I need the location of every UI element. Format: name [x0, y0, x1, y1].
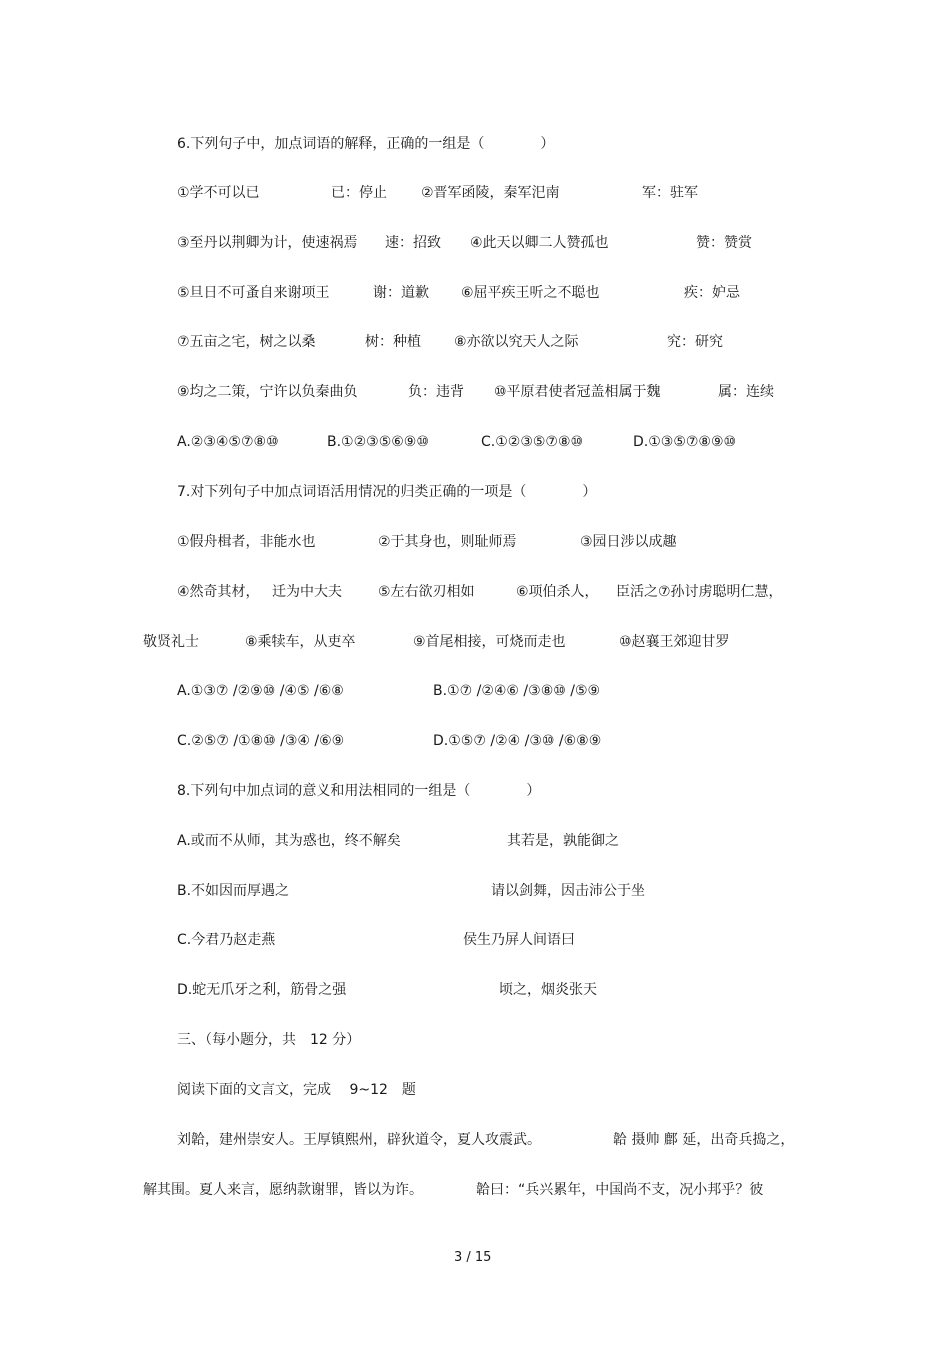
- q8-option-b-left: B.不如因而厚遇之: [177, 883, 290, 899]
- q7-option-c: C.②⑤⑦ /①⑧⑩ /③④ /⑥⑨: [177, 733, 345, 749]
- q6-item-6-gloss: 疾：妒忌: [684, 285, 740, 301]
- q6-item-10-gloss: 属：连续: [718, 384, 774, 400]
- q6-item-1-text: ①学不可以已: [177, 185, 260, 201]
- q6-item-5-text: ⑤旦日不可蚤自来谢项王: [177, 285, 330, 301]
- q7-item-2: ②于其身也，则耻师焉: [378, 534, 517, 550]
- section3-heading: 三、（每小题分，共 12 分）: [177, 1032, 361, 1048]
- section3-instruction: 阅读下面的文言文，完成 9~12 题: [177, 1082, 416, 1098]
- q6-item-10-text: ⑩平原君使者冠盖相属于魏: [494, 384, 661, 400]
- q6-stem: 6.下列句子中，加点词语的解释，正确的一组是（ ）: [177, 136, 555, 152]
- q6-item-2-text: ②晋军函陵，秦军汜南: [421, 185, 560, 201]
- passage-line-1: 刘韐，建州崇安人。王厚镇熙州，辟狄道令，夏人攻震武。: [177, 1132, 541, 1148]
- q6-option-c: C.①②③⑤⑦⑧⑩: [481, 434, 584, 450]
- q6-item-8-gloss: 究：研究: [667, 334, 723, 350]
- q7-item-1: ①假舟楫者，非能水也: [177, 534, 316, 550]
- q7-item-4a: ④然奇其材，: [177, 584, 260, 600]
- q6-option-d: D.①③⑤⑦⑧⑨⑩: [633, 434, 737, 450]
- q8-option-d-right: 顷之，烟炎张天: [499, 982, 597, 998]
- q7-item-6: ⑥项伯杀人，: [516, 584, 599, 600]
- q8-option-a-right: 其若是，孰能御之: [507, 833, 619, 849]
- q7-item-4b: 迁为中大夫: [272, 584, 342, 600]
- q6-item-3-gloss: 速：招致: [385, 235, 441, 251]
- q6-item-4-text: ④此天以卿二人赞孤也: [470, 235, 609, 251]
- q7-option-d: D.①⑤⑦ /②④ /③⑩ /⑥⑧⑨: [433, 733, 602, 749]
- passage-line-1b: 韐 摄帅 鄜 延，出奇兵捣之，: [613, 1132, 795, 1148]
- q6-item-7-text: ⑦五亩之宅，树之以桑: [177, 334, 316, 350]
- q7-item-8: ⑧乘犊车，从吏卒: [245, 634, 356, 650]
- q8-option-d-left: D.蛇无爪牙之利，筋骨之强: [177, 982, 347, 998]
- q6-item-4-gloss: 赞：赞赏: [696, 235, 752, 251]
- passage-line-2: 解其围。夏人来言，愿纳款谢罪，皆以为诈。: [143, 1182, 423, 1198]
- q8-stem: 8.下列句中加点词的意义和用法相同的一组是（ ）: [177, 783, 541, 799]
- page-number: 3 / 15: [454, 1250, 492, 1265]
- q8-option-c-left: C.今君乃赵走燕: [177, 932, 276, 948]
- q7-stem: 7.对下列句子中加点词语活用情况的归类正确的一项是（ ）: [177, 484, 597, 500]
- q8-option-c-right: 侯生乃屏人间语曰: [463, 932, 575, 948]
- q8-option-b-right: 请以剑舞，因击沛公于坐: [491, 883, 645, 899]
- q8-option-a-left: A.或而不从师，其为惑也，终不解矣: [177, 833, 401, 849]
- q6-item-1-gloss: 已：停止: [331, 185, 387, 201]
- q7-item-5: ⑤左右欲刃相如: [378, 584, 475, 600]
- q6-option-b: B.①②③⑤⑥⑨⑩: [327, 434, 429, 450]
- q6-item-6-text: ⑥屈平疾王听之不聪也: [461, 285, 600, 301]
- q6-item-2-gloss: 军：驻军: [642, 185, 698, 201]
- q6-item-3-text: ③至丹以荆卿为计，使速祸焉: [177, 235, 358, 251]
- q7-item-7-cont: 敬贤礼士: [143, 634, 199, 650]
- q7-option-b: B.①⑦ /②④⑥ /③⑧⑩ /⑤⑨: [433, 683, 601, 699]
- q7-item-9: ⑨首尾相接，可烧而走也: [413, 634, 566, 650]
- q7-item-6b-7: 臣活之⑦孙讨虏聪明仁慧，: [616, 584, 783, 600]
- q6-item-9-text: ⑨均之二策，宁许以负秦曲负: [177, 384, 358, 400]
- q7-item-10: ⑩赵襄王郊迎甘罗: [619, 634, 730, 650]
- q7-item-3: ③园日涉以成趣: [580, 534, 677, 550]
- q6-item-8-text: ⑧亦欲以究天人之际: [454, 334, 579, 350]
- q6-item-5-gloss: 谢：道歉: [373, 285, 429, 301]
- q6-option-a: A.②③④⑤⑦⑧⑩: [177, 434, 279, 450]
- q6-item-7-gloss: 树：种植: [365, 334, 421, 350]
- q6-item-9-gloss: 负：违背: [408, 384, 464, 400]
- q7-option-a: A.①③⑦ /②⑨⑩ /④⑤ /⑥⑧: [177, 683, 344, 699]
- passage-line-2b: 韐曰：“兵兴累年，中国尚不支，况小邦乎？彼: [476, 1182, 764, 1198]
